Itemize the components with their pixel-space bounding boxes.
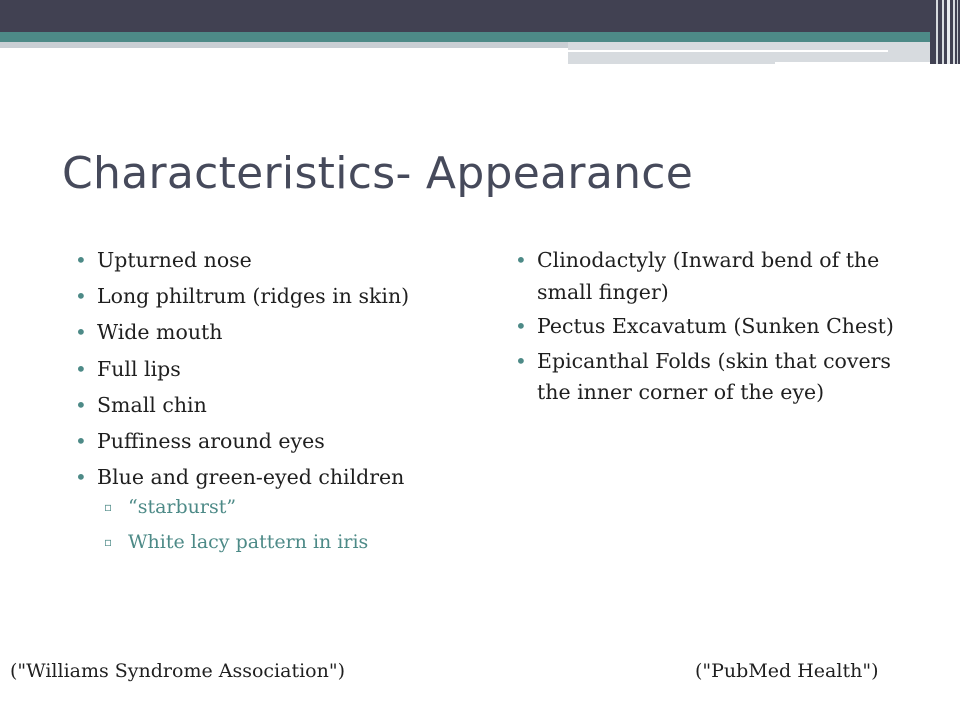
header-bar-dark xyxy=(0,0,960,32)
bullet-icon: • xyxy=(75,320,87,345)
list-item-text: Pectus Excavatum (Sunken Chest) xyxy=(537,314,894,338)
list-item-text: Blue and green-eyed children xyxy=(97,465,405,490)
list-item-text: Full lips xyxy=(97,356,181,381)
list-item-text: Clinodactyly (Inward bend of the small finger) xyxy=(537,248,880,304)
list-item xyxy=(75,245,475,276)
slide-title: Characteristics- Appearance xyxy=(62,148,694,199)
right-bullet-list xyxy=(515,245,900,412)
list-item xyxy=(75,462,475,493)
list-item xyxy=(515,346,900,409)
bullet-icon: • xyxy=(75,284,87,309)
list-item-text: Small chin xyxy=(97,392,207,417)
sub-list-item-text: White lacy pattern in iris xyxy=(128,531,369,553)
list-item-text: Upturned nose xyxy=(97,248,252,272)
list-item xyxy=(75,354,475,385)
list-item-text: Long philtrum (ridges in skin) xyxy=(97,284,410,309)
list-item-text: Wide mouth xyxy=(97,320,223,345)
sub-list-item xyxy=(104,494,368,520)
list-item xyxy=(515,311,900,343)
sub-list-item xyxy=(104,529,368,555)
bullet-icon: • xyxy=(515,314,527,338)
sub-bullet-icon: ▫ xyxy=(104,535,113,549)
header-bar-grey xyxy=(0,42,568,48)
bullet-icon: • xyxy=(515,348,527,373)
sub-bullet-icon: ▫ xyxy=(104,500,113,514)
sub-bullet-list xyxy=(104,494,368,564)
bullet-icon: • xyxy=(75,392,87,417)
bullet-icon: • xyxy=(75,356,87,381)
bullet-icon: • xyxy=(75,248,87,272)
header-stripes xyxy=(930,0,960,64)
list-item xyxy=(75,390,475,421)
left-bullet-list xyxy=(75,245,475,498)
bullet-icon: • xyxy=(515,248,527,272)
list-item xyxy=(75,317,475,348)
list-item-text: Puffiness around eyes xyxy=(97,428,325,453)
citation-left: ("Williams Syndrome Association") xyxy=(10,660,346,682)
bullet-icon: • xyxy=(75,465,87,490)
bullet-icon: • xyxy=(75,428,87,453)
list-item xyxy=(515,245,900,308)
header-bar-teal xyxy=(0,32,960,42)
list-item-text: Epicanthal Folds (skin that covers the inner corner of the eye) xyxy=(537,348,891,404)
citation-right: ("PubMed Health") xyxy=(695,660,879,682)
header-line xyxy=(568,50,888,52)
sub-list-item-text: “starburst” xyxy=(128,496,237,518)
list-item xyxy=(75,281,475,312)
header-bar-grey-right xyxy=(568,42,960,64)
list-item xyxy=(75,426,475,457)
